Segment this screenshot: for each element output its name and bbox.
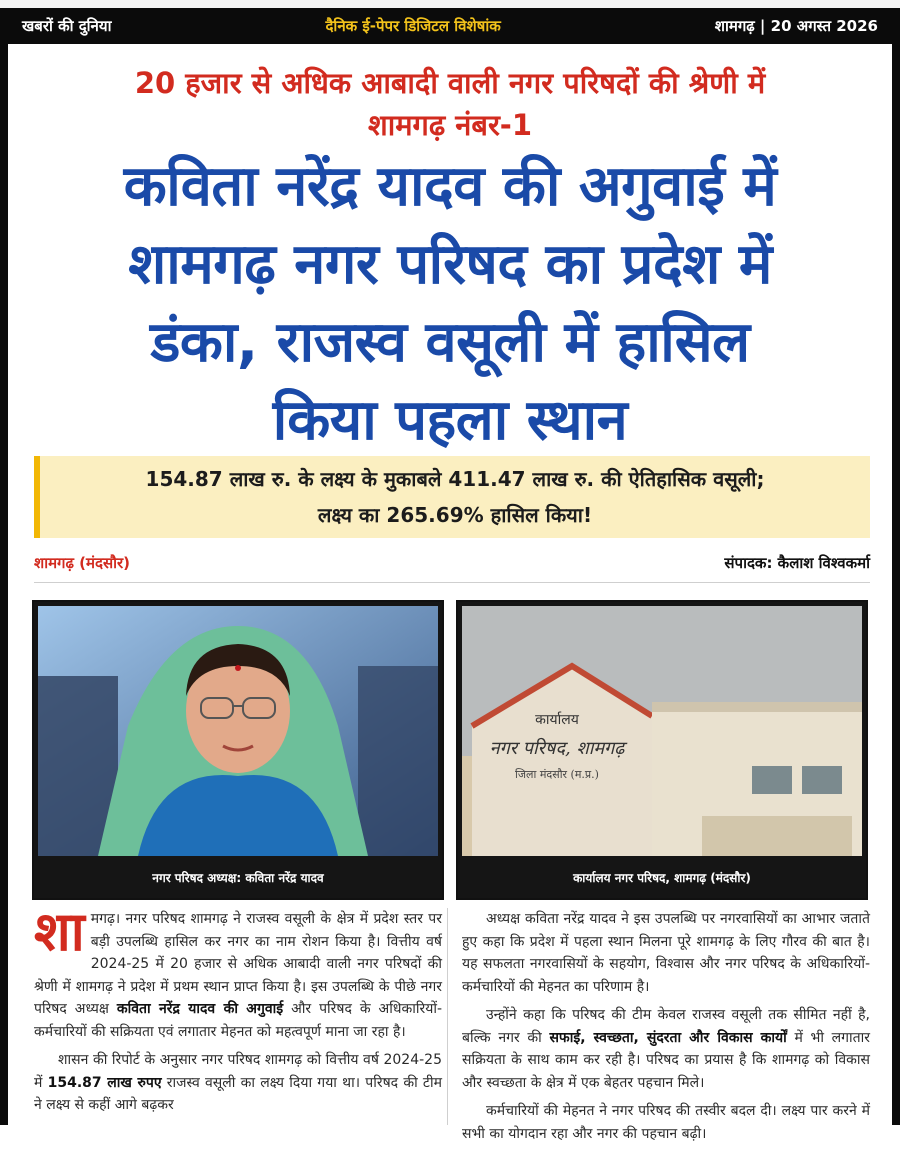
headline-line-2: शामगढ़ नगर परिषद का प्रदेश में	[128, 232, 772, 297]
bold-run: सफाई, स्वच्छता, सुंदरता और विकास कार्यों	[549, 1029, 787, 1046]
top-strip	[0, 0, 900, 8]
body-column-left	[34, 900, 442, 1123]
caption-office: कार्यालय नगर परिषद, शामगढ़ (मंदसौर)	[573, 871, 751, 885]
highlight-line-1: 154.87 लाख रु. के लक्ष्य के मुकाबले 411.47 लाख रु. की ऐतिहासिक वसूली;	[145, 467, 765, 491]
text-run: में भी लगातार सक्रियता के साथ काम कर रही है। परिषद का प्रयास है कि शामगढ़ को विकास और स्वच्छता के क्षेत्र में एक बेहतर पहचान मिले।	[462, 1029, 870, 1091]
headline-line-3: डंका, राजस्व वसूली में हासिल	[150, 310, 750, 375]
body-paragraph	[34, 900, 442, 1043]
text-run: मगढ़। नगर परिषद शामगढ़ ने राजस्व वसूली के क्षेत्र में प्रदेश स्तर पर बड़ी उपलब्धि हासिल कर नगर का नाम रोशन किया है। वित्तीय वर्ष 2024-25 में 20 हजार से अधिक आबादी वाली नगर परिषदों की श्रेणी में शामगढ़ ने प्रदेश में प्रथम स्थान प्राप्त किया है। इस उपलब्धि के पीछे नगर परिषद अध्यक्ष	[34, 911, 442, 1017]
column-divider	[447, 908, 448, 1125]
bold-run: 154.87 लाख रुपए	[47, 1074, 162, 1091]
sign-line-2: नगर परिषद, शामगढ़	[489, 738, 625, 759]
text-run: उन्होंने कहा कि परिषद की टीम केवल राजस्व वसूली तक सीमित नहीं है, बल्कि नगर की	[462, 1007, 870, 1046]
text-run: और परिषद के अधिकारियों-कर्मचारियों की सक्रियता एवं लगातार मेहनत को महत्वपूर्ण माना जा रहा है।	[34, 1001, 442, 1040]
body-column-right	[462, 908, 870, 1151]
body-paragraph	[462, 1004, 870, 1094]
masthead-right: शामगढ़ | 20 अगस्त 2026	[714, 17, 878, 35]
text-run: शासन की रिपोर्ट के अनुसार नगर परिषद शामगढ़ को वित्तीय वर्ष 2024-25 में	[34, 1052, 442, 1091]
divider	[34, 582, 870, 583]
kicker-line-1: 20 हजार से अधिक आबादी वाली नगर परिषदों की श्रेणी में	[134, 66, 766, 100]
body-paragraph	[34, 1049, 442, 1117]
headline-line-4: किया पहला स्थान	[272, 388, 628, 453]
portrait-photo	[38, 606, 438, 856]
text-run: राजस्व वसूली का लक्ष्य दिया गया था। परिषद की टीम ने लक्ष्य से कहीं आगे बढ़कर	[34, 1074, 442, 1113]
highlight-line-2: लक्ष्य का 265.69% हासिल किया!	[317, 503, 593, 527]
sign-line-3: जिला मंदसौर (म.प्र.)	[515, 768, 599, 781]
masthead-bar	[0, 8, 900, 44]
meta-row	[34, 553, 870, 573]
headline	[20, 148, 880, 460]
editor-credit: संपादक: कैलाश विश्वकर्मा	[724, 554, 870, 572]
portrait-illustration	[38, 606, 438, 856]
office-building-illustration	[462, 606, 862, 856]
bold-run: कविता नरेंद्र यादव की अगुवाई	[116, 1001, 284, 1017]
photo-card-office	[456, 600, 868, 900]
highlight-box	[34, 456, 870, 538]
dateline: शामगढ़ (मंदसौर)	[34, 554, 130, 572]
caption-portrait: नगर परिषद अध्यक्ष: कविता नरेंद्र यादव	[152, 871, 324, 885]
office-photo	[462, 606, 862, 856]
masthead-left: खबरों की दुनिया	[22, 17, 112, 35]
kicker	[20, 62, 880, 146]
sign-line-1: कार्यालय	[535, 712, 579, 728]
drop-cap: शा	[34, 900, 85, 963]
kicker-line-2: शामगढ़ नंबर-1	[367, 108, 533, 142]
body-paragraph: कर्मचारियों की मेहनत ने नगर परिषद की तस्वीर बदल दी। लक्ष्य पार करने में सभी का योगदान रहा और नगर की पहचान बढ़ी।	[462, 1103, 870, 1142]
masthead-center: दैनिक ई-पेपर डिजिटल विशेषांक	[325, 17, 501, 35]
body-paragraph: अध्यक्ष कविता नरेंद्र यादव ने इस उपलब्धि पर नगरवासियों का आभार जताते हुए कहा कि प्रदेश में पहला स्थान मिलना पूरे शामगढ़ के लिए गौरव की बात है। यह सफलता नगरवासियों के सहयोग, विश्वास और नगर परिषद के अधिकारियों-कर्मचारियों की मेहनत का परिणाम है।	[462, 911, 870, 995]
headline-line-1: कविता नरेंद्र यादव की अगुवाई में	[123, 154, 777, 219]
photo-card-portrait	[32, 600, 444, 900]
